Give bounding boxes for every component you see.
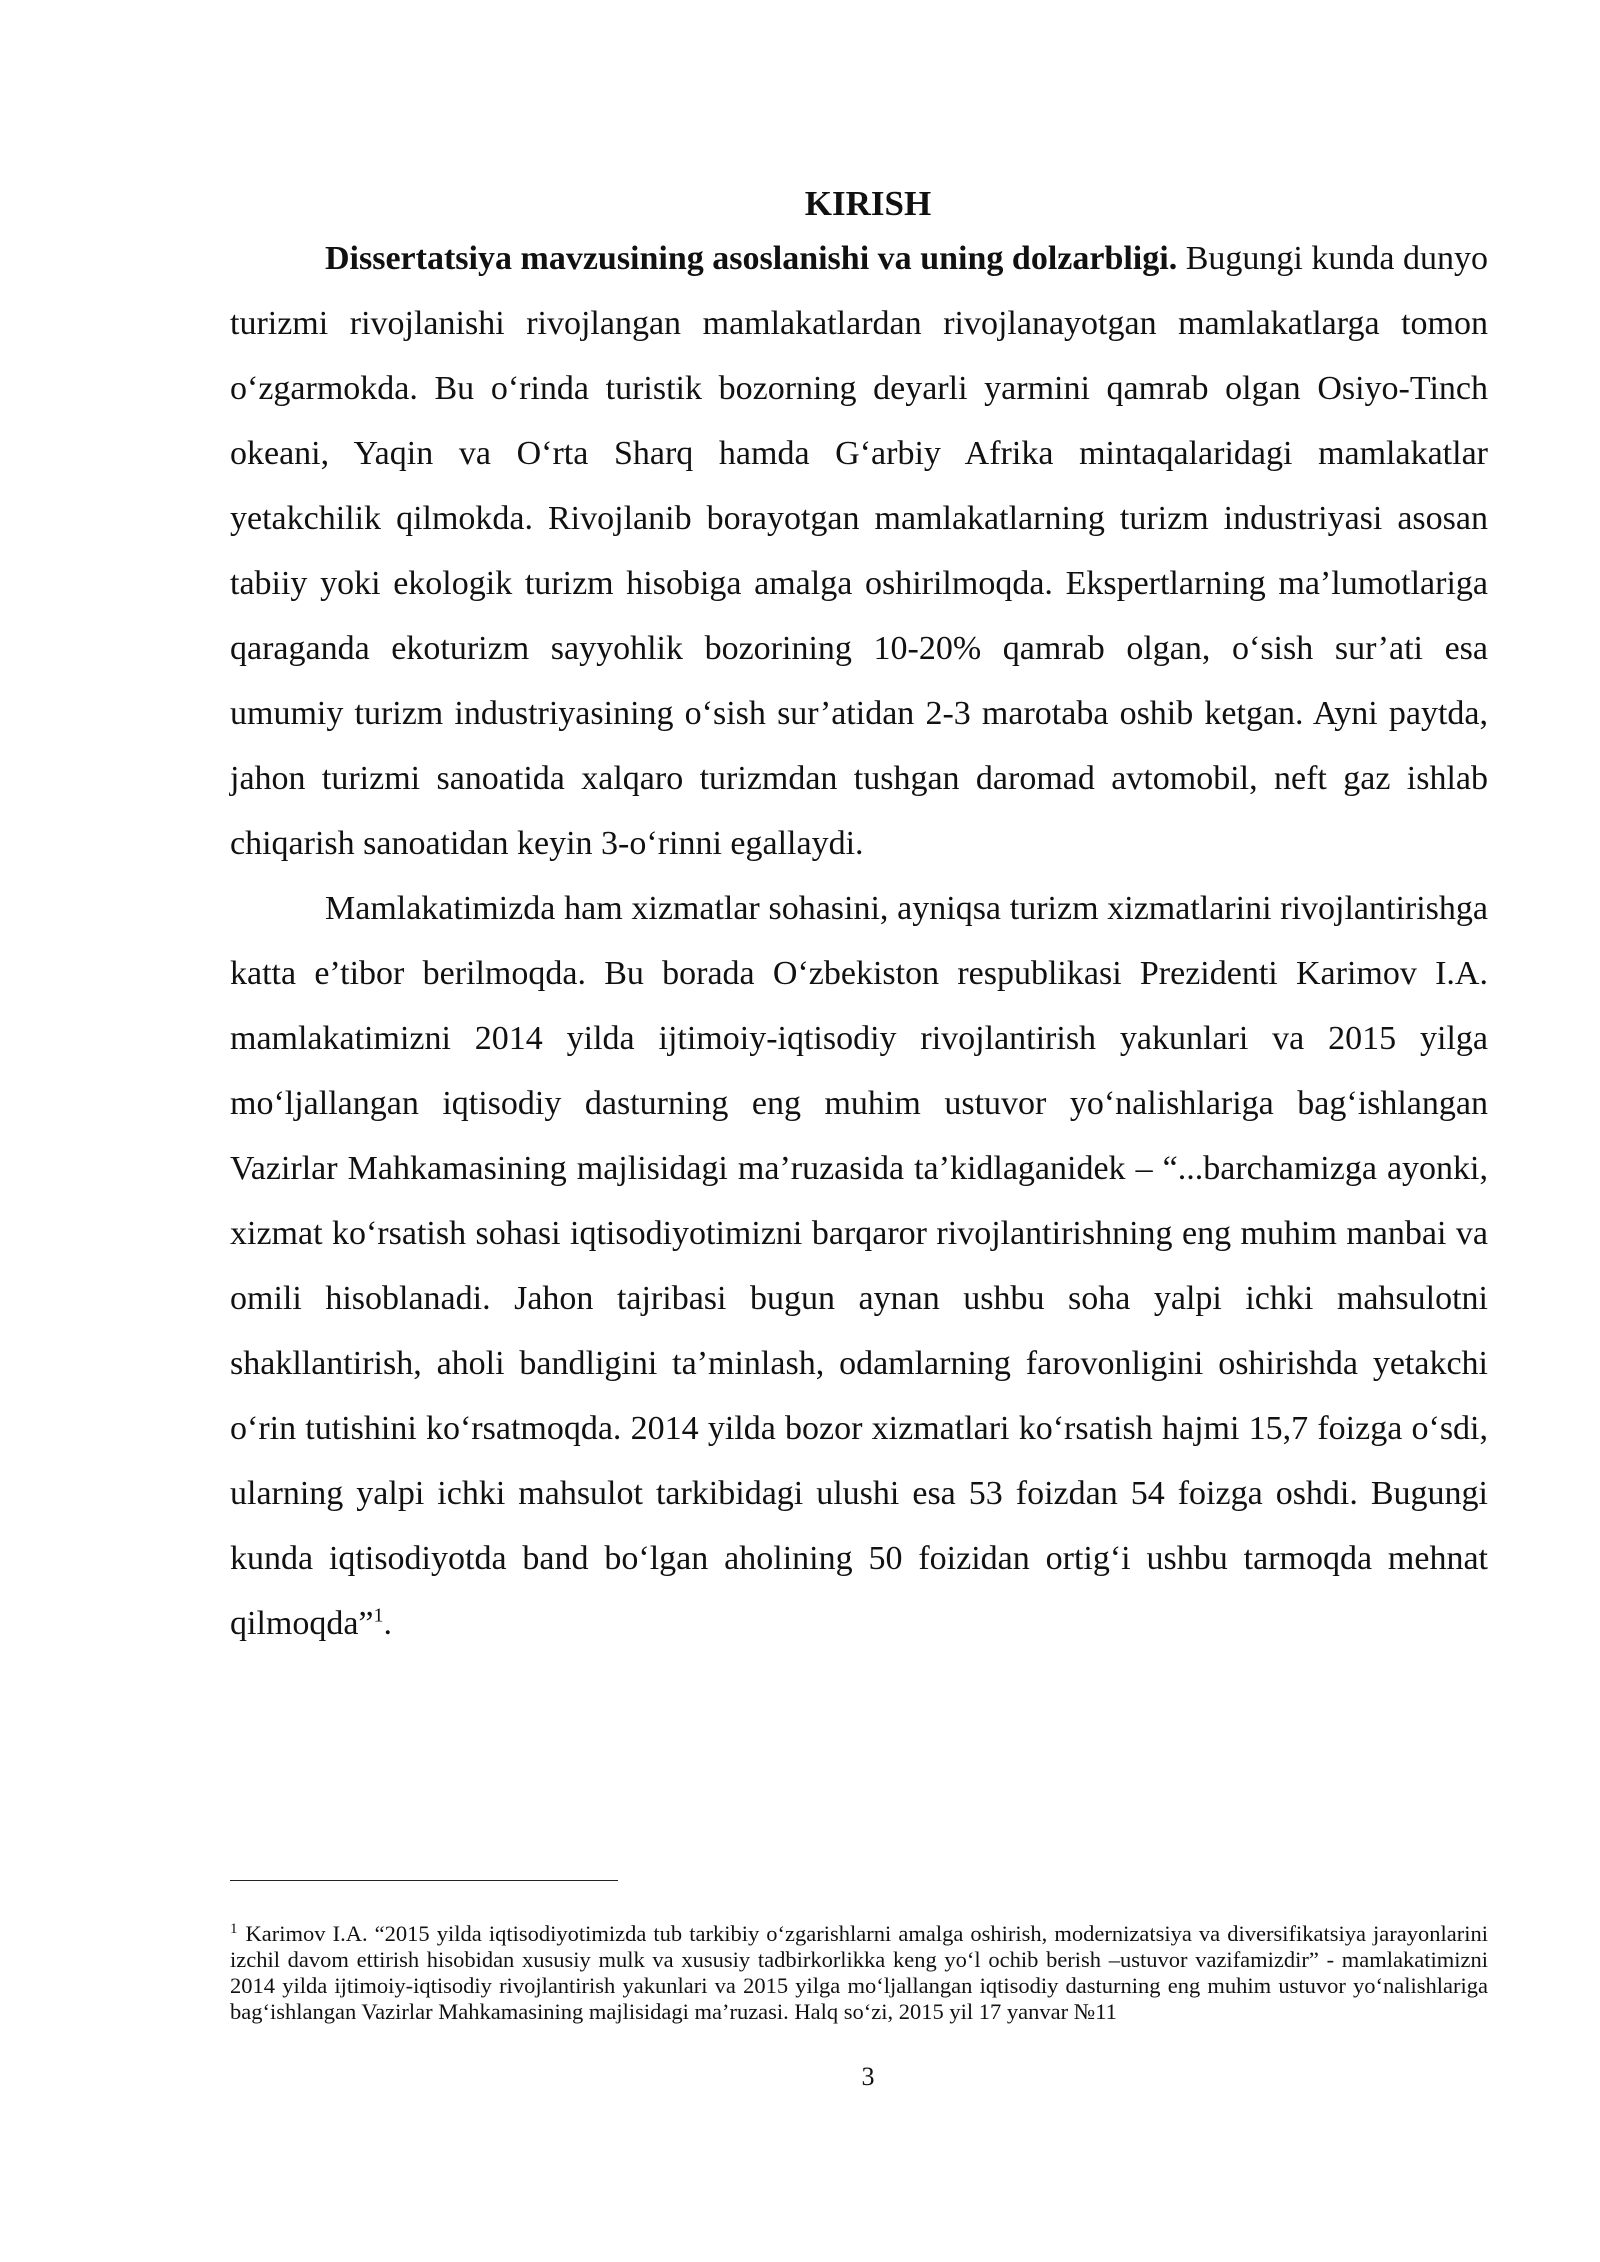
footnote: [230, 1921, 1488, 2025]
footnote-mark: 1: [230, 1920, 238, 1937]
section-title: KIRISH: [804, 184, 932, 223]
footnote-reference[interactable]: 1: [373, 1604, 384, 1627]
paragraph-1: [230, 226, 1488, 876]
footnote-divider: [230, 1880, 618, 1881]
paragraph-lead: Dissertatsiya mavzusining asoslanishi va uning dolzarbligi.: [325, 240, 1178, 277]
paragraph-2-text: Mamlakatimizda ham xizmatlar sohasini, ayniqsa turizm xizmatlarini rivojlantirishga katta e’tibor berilmoqda. Bu borada O‘zbekiston respublikasi Prezidenti Karimov I.A. mamlakatimizni 2014 yilda ijtimoiy-iqtisodiy rivojlantirish yakunlari va 2015 yilga mo‘ljallangan iqtisodiy dasturning eng muhim ustuvor yo‘nalishlariga bag‘ishlangan Vazirlar Mahkamasining majlisidagi ma’ruzasida ta’kidlaganidek – “...barchamizga ayonki, xizmat ko‘rsatish sohasi iqtisodiyotimizni barqaror rivojlantirishning eng muhim manbai va omili hisoblanadi. Jahon tajribasi bugun aynan ushbu soha yalpi ichki mahsulotni shakllantirish, aholi bandligini ta’minlash, odamlarning farovonligini oshirishda yetakchi o‘rin tutishini ko‘rsatmoqda. 2014 yilda bozor xizmatlari ko‘rsatish hajmi 15,7 foizga o‘sdi, ularning yalpi ichki mahsulot tarkibidagi ulushi esa 53 foizdan 54 foizga oshdi. Bugungi kunda iqtisodiyotda band bo‘lgan aholining 50 foizidan ortig‘i ushbu tarmoqda mehnat qilmoqda”: [230, 890, 1488, 1642]
paragraph-2-end: .: [383, 1605, 393, 1642]
paragraph-2: [230, 876, 1488, 1656]
paragraph-1-text: Bugungi kunda dunyo turizmi rivojlanishi rivojlangan mamlakatlardan rivojlanayotgan mamlakatlarga tomon o‘zgarmokda. Bu o‘rinda turistik bozorning deyarli yarmini qamrab olgan Osiyo-Tinch okeani, Yaqin va O‘rta Sharq hamda G‘arbiy Afrika mintaqalaridagi mamlakatlar yetakchilik qilmokda. Rivojlanib borayotgan mamlakatlarning turizm industriyasi asosan tabiiy yoki ekologik turizm hisobiga amalga oshirilmoqda. Ekspertlarning ma’lumotlariga qaraganda ekoturizm sayyohlik bozorining 10-20% qamrab olgan, o‘sish sur’ati esa umumiy turizm industriyasining o‘sish sur’atidan 2-3 marotaba oshib ketgan. Ayni paytda, jahon turizmi sanoatida xalqaro turizmdan tushgan daromad avtomobil, neft gaz ishlab chiqarish sanoatidan keyin 3-o‘rinni egallaydi.: [230, 240, 1489, 862]
footnote-text: Karimov I.A. “2015 yilda iqtisodiyotimizda tub tarkibiy o‘zgarishlarni amalga oshirish, modernizatsiya va diversifikatsiya jarayonlarini izchil davom ettirish hisobidan xususiy mulk va xususiy tadbirkorlikka keng yo‘l ochib berish –ustuvor vazifamizdir” - mamlakatimizni 2014 yilda ijtimoiy-iqtisodiy rivojlantirish yakunlari va 2015 yilga mo‘ljallangan iqtisodiy dasturning eng muhim ustuvor yo‘nalishlariga bag‘ishlangan Vazirlar Mahkamasining majlisidagi ma’ruzasi. Halq so‘zi, 2015 yil 17 yanvar №11: [230, 1921, 1488, 2024]
body-text: [230, 226, 1488, 1656]
page-number: 3: [861, 2062, 875, 2091]
